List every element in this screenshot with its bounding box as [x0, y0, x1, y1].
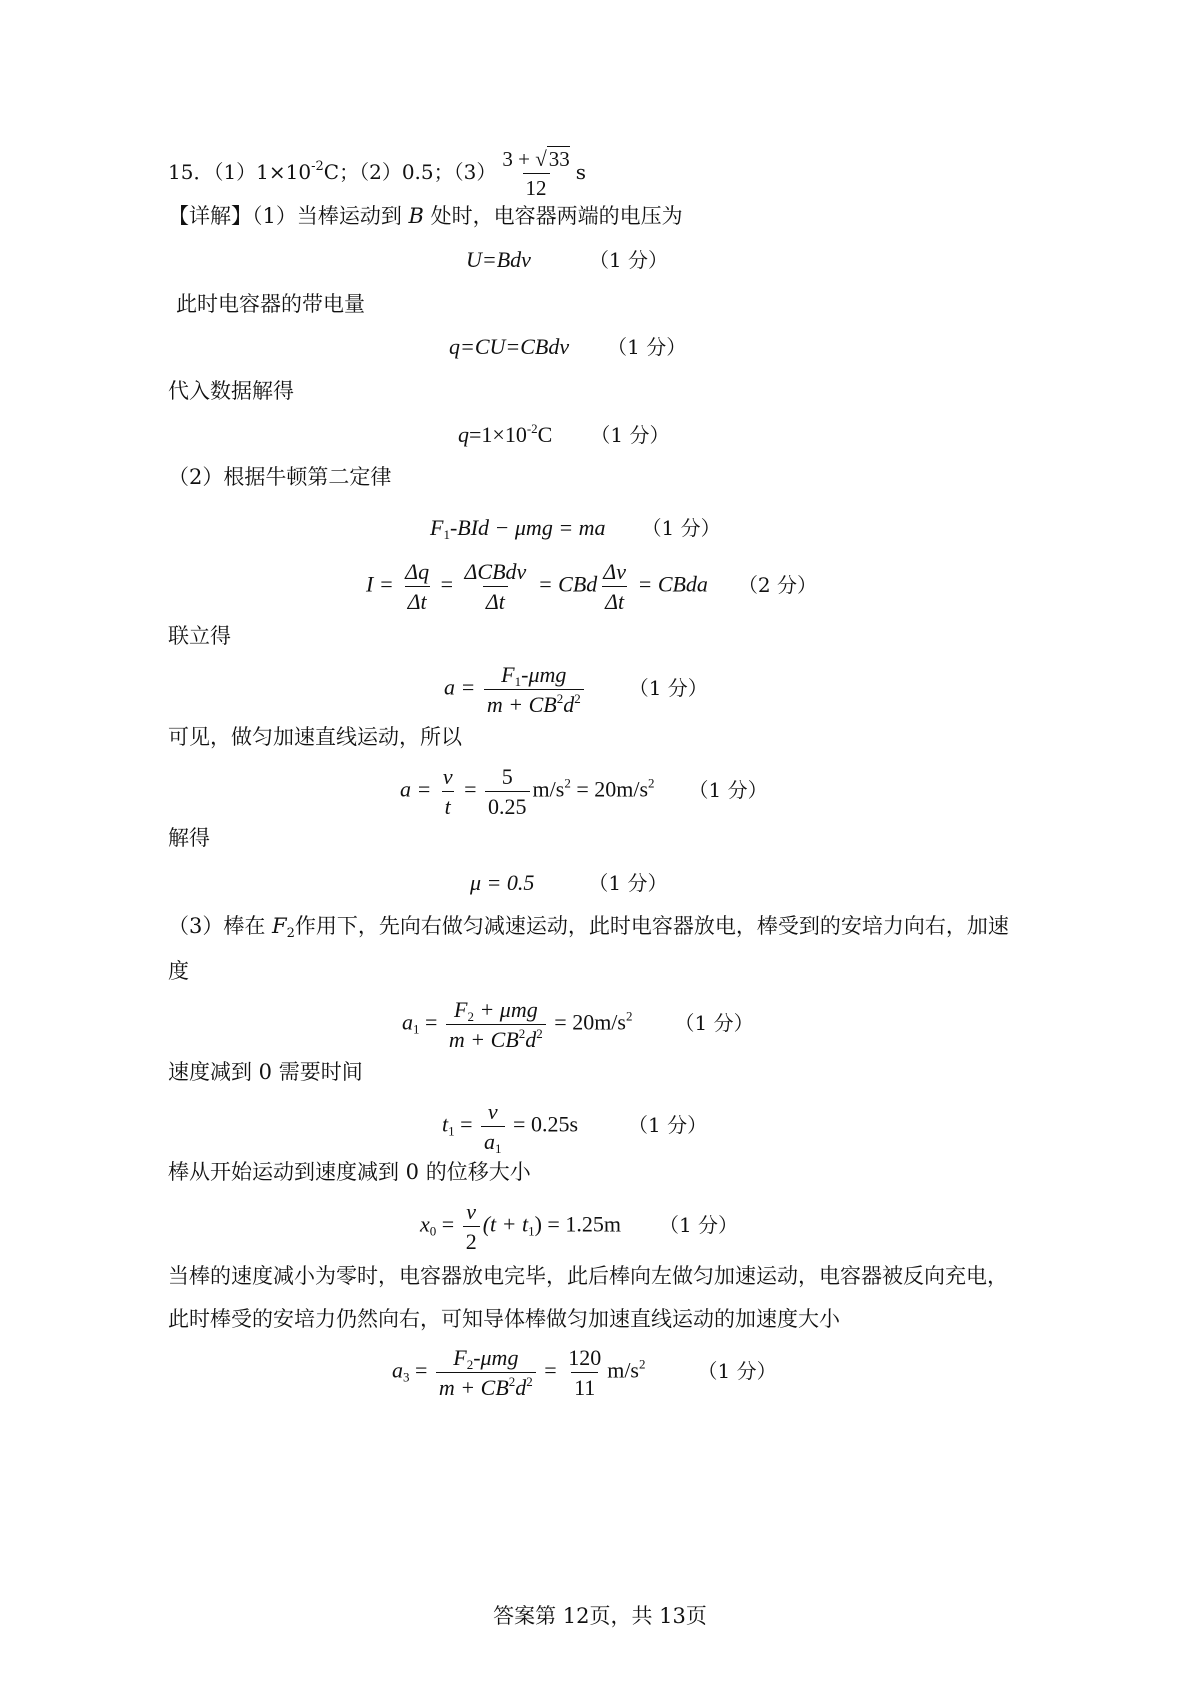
score-label: （1 分） [607, 335, 687, 359]
equation-acceleration: a = $\frac{F_1-\mu mg}{m + CB^2d^2}$ （1 分） [444, 662, 708, 718]
equation-final-acceleration: $a_3$ = $\frac{F_2-\mu mg}{m + CB^2d^2}$ = $\frac{120}{11}$ $m/s^2$ （1 分） [392, 1345, 777, 1401]
equation-deceleration: $a_1$ = $\frac{F_2 + \mu mg}{m + CB^2d^2}$ = $20m/s^2$ （1 分） [402, 997, 754, 1053]
answer-part3-fraction: $\frac{3 + √33}{12}$ [502, 147, 570, 201]
paragraph-line-2: 此时棒受的安培力仍然向右，可知导体棒做匀加速直线运动的加速度大小 [168, 1307, 840, 1331]
equation-current: I = $\frac{\Delta q}{\Delta t}$ = $\frac{\text{ΔCBdv}}{\Delta t}$ = CBd $\frac{\Delta v}{\Delta t}$ = CBda （2 分） [366, 559, 818, 615]
answer-summary [168, 148, 586, 199]
equation-acceleration-value: a = $\frac{v}{t}$ = $\frac{5}{0.25}$ $m/s^2 = 20m/s^2$ （1 分） [400, 764, 768, 820]
paragraph-line-1: 当棒的速度减小为零时，电容器放电完毕，此后棒向左做匀加速运动，电容器被反向充电， [168, 1264, 1008, 1288]
text-charge: 此时电容器的带电量 [176, 292, 365, 316]
score-label: （1 分） [641, 516, 721, 540]
answer-part3-unit: s [575, 160, 586, 185]
detail-part2-intro: （2）根据牛顿第二定律 [168, 465, 392, 489]
answer-part3-label: （3） [453, 160, 497, 185]
page-footer: 答案第 12页，共 13页 [493, 1604, 707, 1628]
text-displacement: 棒从开始运动到速度减到 0 的位移大小 [168, 1160, 531, 1184]
detail-part3-intro: （3）棒在 $F_2$作用下，先向右做匀减速运动，此时电容器放电，棒受到的安培力向右，加速 [168, 914, 1009, 941]
text-combine: 联立得 [168, 624, 231, 648]
equation-friction: μ = 0.5 （1 分） [470, 870, 668, 895]
text-solve: 解得 [168, 826, 210, 850]
detail-tag: 【详解】 [168, 204, 252, 228]
score-label: （1 分） [628, 1112, 708, 1137]
text-visible: 可见，做匀加速直线运动，所以 [168, 725, 462, 749]
text-time: 速度减到 0 需要时间 [168, 1060, 363, 1084]
answer-part2: （2）0.5； [359, 160, 454, 185]
equation-time: $t_1$ = $\frac{v}{a_1}$ = 0.25s （1 分） [442, 1099, 708, 1157]
equation-displacement: $x_0$ = $\frac{v}{2}$ $(t + t_1) = 1.25m$ （1 分） [420, 1199, 739, 1255]
equation-voltage: U=Bdv （1 分） [466, 247, 669, 272]
score-label: （2 分） [737, 572, 818, 597]
score-label: （1 分） [588, 871, 668, 895]
score-label: （1 分） [590, 423, 670, 447]
score-label: （1 分） [588, 248, 669, 272]
score-label: （1 分） [688, 777, 768, 802]
score-label: （1 分） [658, 1212, 739, 1237]
score-label: （1 分） [697, 1358, 777, 1383]
detail-part1-intro: 【详解】（1）当棒运动到 B 处时，电容器两端的电压为 [168, 204, 683, 228]
equation-charge-value: $q=1\times 10^{-2}C$ （1 分） [458, 421, 670, 447]
question-number: 15． [168, 160, 214, 185]
score-label: （1 分） [628, 675, 708, 700]
answer-part1: $(1)1\times 10^{-2}C$； [213, 159, 360, 185]
text-substitute: 代入数据解得 [168, 379, 294, 403]
detail-part3-wrap: 度 [168, 959, 189, 983]
equation-charge: q=CU=CBdv （1 分） [449, 334, 687, 359]
score-label: （1 分） [674, 1010, 754, 1035]
equation-newton: $F_1$-BId − μmg = ma （1 分） [430, 515, 721, 542]
